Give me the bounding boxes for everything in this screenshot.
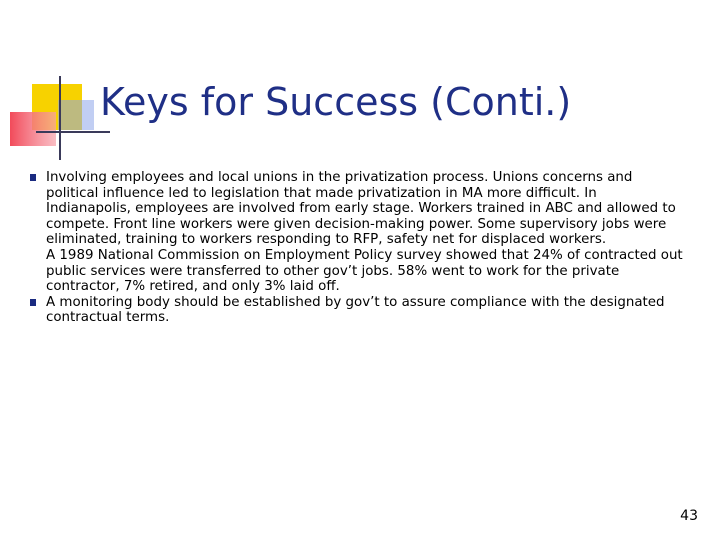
deco-red-square (10, 112, 56, 146)
bullet-paragraph: A 1989 National Commission on Employment Policy survey showed that 24% of contracted out public services were transferred to other gov’t jobs. 58% went to work for the private contractor, 7% retired, and only 3% laid off. (46, 247, 683, 295)
bullet-paragraph: Involving employees and local unions in the privatization process. Unions concerns and political influence led to legislation that made privatization in MA more difficult. In Indianapolis, employees are involved from early stage. Workers trained in ABC and allowed to compete. Front line workers were given decision-making power. Some supervisory jobs were eliminated, training to workers responding to RFP, safety net for displaced workers. (46, 170, 676, 248)
slide-content (30, 170, 685, 326)
square-bullet-icon (30, 174, 36, 181)
slide-title: Keys for Success (Conti.) (100, 80, 572, 124)
slide-decoration (0, 0, 110, 170)
page-number: 43 (680, 508, 698, 524)
bullet-paragraph: A monitoring body should be established by gov’t to assure compliance with the designated contractual terms. (46, 294, 665, 326)
bullet-item-1 (30, 170, 685, 295)
square-bullet-icon (30, 299, 36, 306)
deco-blue-square (58, 100, 94, 130)
bullet-item-2 (30, 295, 685, 326)
